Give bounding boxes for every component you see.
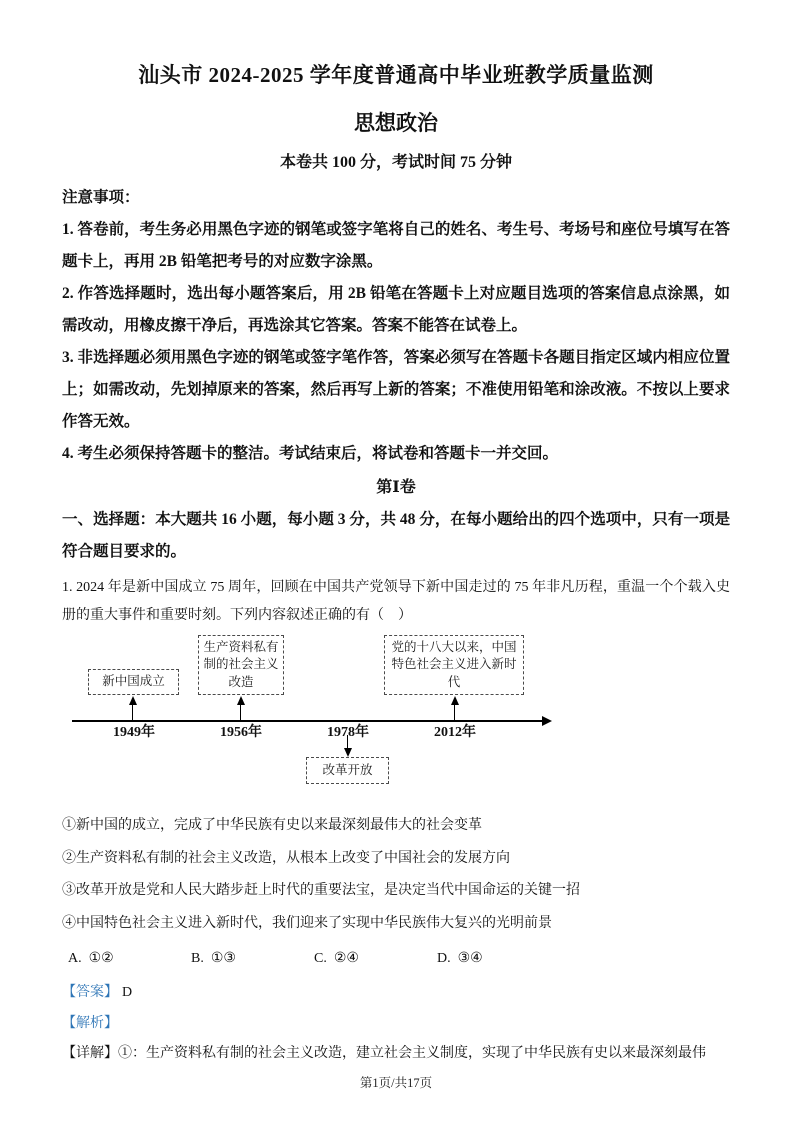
- statement-item-2: ②生产资料私有制的社会主义改造，从根本上改变了中国社会的发展方向: [62, 850, 510, 866]
- page-title: 汕头市 2024-2025 学年度普通高中毕业班教学质量监测: [138, 63, 654, 87]
- statement-item-4: ④中国特色社会主义进入新时代，我们迎来了实现中华民族伟大复兴的光明前景: [62, 915, 552, 931]
- notice-item-1: 1. 答卷前，考生务必用黑色字迹的钢笔或签字笔将自己的姓名、考生号、考场号和座位号填写在答题卡上，再用 2B 铅笔把考号的对应数字涂黑。: [62, 221, 730, 270]
- answer-value: D: [122, 985, 133, 1000]
- detail-text: 【详解】①：生产资料私有制的社会主义改造，建立社会主义制度，实现了中华民族有史以来最深刻最伟: [62, 1046, 706, 1061]
- timeline-event-box-1956: 生产资料私有制的社会主义改造: [198, 635, 284, 695]
- axis-right-arrow-icon: [542, 716, 552, 726]
- notice-heading: 注意事项：: [62, 189, 140, 206]
- year-label-1978: 1978年: [327, 725, 369, 740]
- notice-item-4: 4. 考生必须保持答题卡的整洁。考试结束后，将试卷和答题卡一并交回。: [62, 445, 559, 462]
- page-footer: 第1页/共17页: [359, 1075, 433, 1090]
- choice-d: D. ③④: [437, 951, 483, 966]
- timeline-diagram: [62, 635, 731, 803]
- answer-row: [62, 978, 730, 1009]
- timeline-axis: [72, 720, 544, 722]
- year-label-1956: 1956年: [220, 725, 262, 740]
- part-heading: 第Ⅰ卷: [376, 479, 416, 496]
- timeline-event-box-1978: 改革开放: [306, 757, 389, 784]
- choice-b: B. ①③: [191, 951, 236, 966]
- choice-c: C. ②④: [314, 951, 359, 966]
- timeline-event-box-2012: 党的十八大以来，中国特色社会主义进入新时代: [384, 635, 524, 695]
- answer-label: 【答案】: [62, 985, 118, 1000]
- analysis-row: [62, 1009, 730, 1040]
- statement-list: [62, 810, 730, 940]
- exam-info: 本卷共 100 分，考试时间 75 分钟: [279, 154, 512, 171]
- statement-item-3: ③改革开放是党和人民大踏步赶上时代的重要法宝，是决定当代中国命运的关键一招: [62, 883, 580, 898]
- year-label-2012: 2012年: [434, 725, 476, 740]
- question-stem: 1. 2024 年是新中国成立 75 周年，回顾在中国共产党领导下新中国走过的 75 年非凡历程，重温一个个载入史册的重大事件和重要时刻。下列内容叙述正确的有（ ）: [62, 580, 730, 623]
- statement-item-1: ①新中国的成立，完成了中华民族有史以来最深刻最伟大的社会变革: [62, 818, 482, 833]
- analysis-label: 【解析】: [62, 1015, 118, 1031]
- choice-a: A. ①②: [68, 951, 114, 966]
- timeline-event-box-1949: 新中国成立: [88, 669, 179, 695]
- section-heading: 一、选择题：本大题共 16 小题，每小题 3 分，共 48 分，在每小题给出的四个选项中，只有一项是符合题目要求的。: [62, 511, 730, 560]
- notice-item-2: 2. 作答选择题时，选出每小题答案后，用 2B 铅笔在答题卡上对应题目选项的答案信息点涂黑，如需改动，用橡皮擦干净后，再选涂其它答案。答案不能答在试卷上。: [62, 285, 730, 334]
- subject-title: 思想政治: [354, 111, 438, 135]
- notice-item-3: 3. 非选择题必须用黑色字迹的钢笔或签字笔作答，答案必须写在答题卡各题目指定区域内相应位置上；如需改动，先划掉原来的答案，然后再写上新的答案；不准使用铅笔和涂改液。不按以上要求作答无效。: [62, 349, 730, 430]
- choice-row: [62, 946, 730, 972]
- year-label-1949: 1949年: [113, 725, 155, 740]
